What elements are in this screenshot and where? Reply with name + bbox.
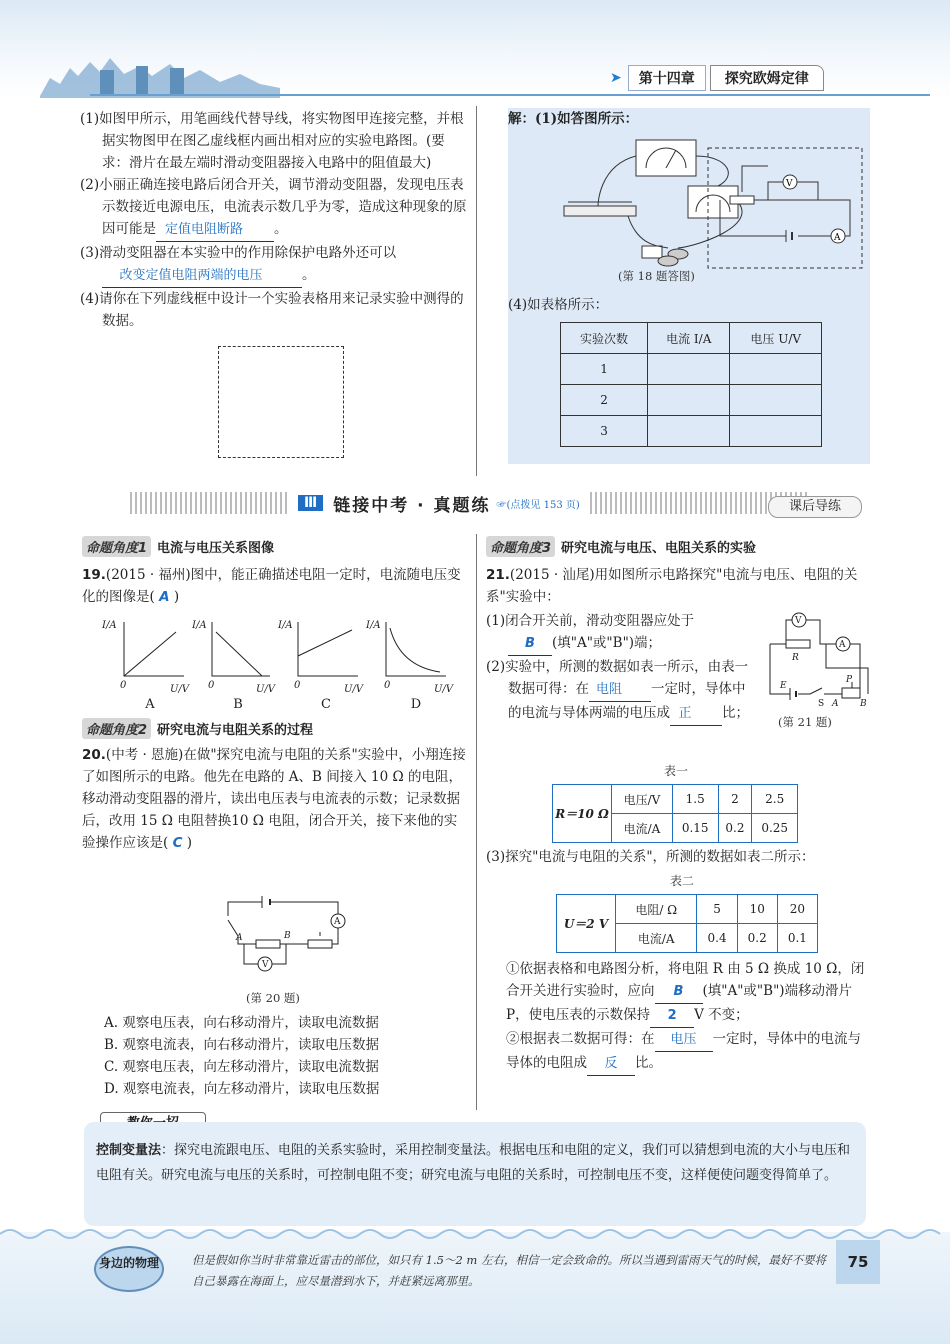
q21-label-r: R xyxy=(792,653,799,663)
answer18-caption: (第 18 题答图) xyxy=(618,269,695,283)
q21-p1-text: (1)闭合开关前，滑动变阻器应处于 xyxy=(486,613,695,629)
q20-answer: C xyxy=(172,835,183,851)
table-cell: 0.4 xyxy=(697,924,737,953)
q19-number: 19. xyxy=(82,567,106,583)
q18-answer2: 定值电阻断路 xyxy=(156,219,274,242)
q21-stem: (2015 · 汕尾)用如图所示电路探究"电流与电压、电阻的关系"实验中： xyxy=(486,567,858,605)
q18-item2: (2)小丽正确连接电路后闭合开关，调节滑动变阻器，发现电压表示数接近电源电压，电流表示数几乎为零，造成这种现象的原因可能是 定值电阻断路 。 xyxy=(80,174,468,242)
header-cell: 电流 I/A xyxy=(648,323,730,354)
table1-row-label: R＝10 Ω xyxy=(553,785,612,843)
table-cell: 1.5 xyxy=(672,785,718,814)
column-divider-top xyxy=(476,106,477,476)
q21-s1-answer2: 2 xyxy=(650,1005,694,1028)
q18-item3: (3)滑动变阻器在本实验中的作用除保护电路外还可以改变定值电阻两端的电压 。 xyxy=(80,242,468,288)
q20-options xyxy=(104,1012,464,1100)
graph-d-xlabel: U/V xyxy=(434,684,454,695)
q19-answer: A xyxy=(159,589,170,605)
tip-text: ：探究电流跟电压、电阻的关系实验时，采用控制变量法。根据电压和电阻的定义，我们可以猜想到电流的大小与电压和电阻有关。研究电流与电压的关系时，可控制电阻不变；研究电流与电阻的关系时，可控制电压不变，这样便使问题变得简单了。 xyxy=(96,1143,851,1183)
column-divider-bottom xyxy=(476,534,477,1110)
table-cell: 0.2 xyxy=(718,814,752,843)
graph-label-d: D xyxy=(410,697,422,712)
footer-text: 但是假如你当时非常靠近雷击的部位，如只有 1.5～2 m 左右，相信一定会致命的。所以当遇到雷雨天气的时候，最好不要将自己暴露在海面上，应尽量潜到水下，并赶紧远离那里。 xyxy=(192,1253,826,1288)
tip-text-block xyxy=(96,1138,856,1188)
q21-s1-answer1: B xyxy=(655,981,703,1004)
graph-label-c: C xyxy=(321,697,331,712)
section-hint: ☞(点拨见 153 页) xyxy=(496,499,580,511)
q21-text xyxy=(486,564,870,608)
q21-table2 xyxy=(556,894,818,953)
q21-label-p: P xyxy=(846,675,853,685)
graph-label-b: B xyxy=(233,697,243,712)
graph-c-xlabel: U/V xyxy=(344,684,364,695)
q18-item1: (1)如图甲所示，用笔画线代替导线，将实物图甲连接完整，并根据实物图甲在图乙虚线框内画出相对应的实验电路图。(要求：滑片在最左端时滑动变阻器接入电路中的阻值最大) xyxy=(80,111,464,171)
q19-graphs xyxy=(100,616,470,712)
q20-stem: (中考 · 恩施)在做"探究电流与电阻的关系"实验中，小翔连接了如图所示的电路。他先在电路的 A、B 间接入 10 Ω 的电阻，移动滑动变阻器的滑片，读出电压表与电流表的示数；记录数据后，改用 15 Ω 电阻替换10 Ω 电阻，闭合开关，接下来他的实验操作应该是( xyxy=(82,747,466,851)
q19-close: ) xyxy=(173,589,180,605)
q21-ammeter-label: A xyxy=(839,640,846,650)
chapter-number: 第十四章 xyxy=(628,65,706,91)
q20-point-b: B xyxy=(284,931,291,941)
ammeter-symbol-label: A xyxy=(834,233,841,243)
q21-p1-post: (填"A"或"B")端； xyxy=(552,635,662,651)
table-cell: 1 xyxy=(561,354,648,385)
q21-s2-text: ②根据表二数据可得：在 xyxy=(506,1031,655,1047)
q21-p2-answer2: 正 xyxy=(670,703,722,726)
q21-p1-answer: B xyxy=(508,633,552,656)
q21-p2-answer1: 电阻 xyxy=(589,679,651,702)
graph-a-xlabel: U/V xyxy=(170,684,190,695)
graph-a-origin: 0 xyxy=(120,680,127,691)
graph-c-origin: 0 xyxy=(294,680,301,691)
q21-parts-12 xyxy=(486,610,756,726)
header-cell: 实验次数 xyxy=(561,323,648,354)
q21-label-b: B xyxy=(860,699,867,708)
table-cell: 电流/A xyxy=(616,924,697,953)
section-number: Ⅲ xyxy=(298,495,323,511)
q18-item3-text: (3)滑动变阻器在本实验中的作用除保护电路外还可以 xyxy=(80,245,397,261)
q18-answer3: 改变定值电阻两端的电压 xyxy=(102,265,302,288)
q18-item4: (4)请你在下列虚线框中设计一个实验表格用来记录实验中测得的数据。 xyxy=(80,291,464,329)
page-number: 75 xyxy=(836,1240,880,1284)
graph-b-xlabel: U/V xyxy=(256,684,276,695)
q21-number: 21. xyxy=(486,567,510,583)
q18-text xyxy=(80,108,468,332)
graph-a-ylabel: I/A xyxy=(102,620,117,631)
table-row xyxy=(557,895,818,924)
q21-s2-mid: 一定时，导体中的电流与导体的电阻成 xyxy=(506,1031,861,1071)
header-rule xyxy=(90,94,930,96)
angle1-heading xyxy=(82,536,274,557)
q21-table1 xyxy=(552,784,798,843)
q21-voltmeter-label: V xyxy=(795,616,802,626)
graph-c-ylabel: I/A xyxy=(278,620,293,631)
table-row xyxy=(561,323,822,354)
q20-circuit xyxy=(214,892,354,978)
q20-option-d: D. 观察电流表，向左移动滑片，读取电压数据 xyxy=(104,1081,380,1097)
castle-illustration xyxy=(40,48,280,98)
graph-b-ylabel: I/A xyxy=(192,620,207,631)
q20-voltmeter-label: V xyxy=(262,960,269,970)
footer-wave xyxy=(0,1226,950,1240)
q20-text xyxy=(82,744,466,854)
q19-text xyxy=(82,564,466,608)
q20-ammeter-label: A xyxy=(334,917,341,927)
q20-option-a: A. 观察电压表，向右移动滑片，读取电流数据 xyxy=(104,1015,379,1031)
tip-box xyxy=(84,1122,866,1226)
voltmeter-symbol-label: V xyxy=(786,179,793,189)
answer18-circuit-figure xyxy=(558,136,868,276)
graph-label-a: A xyxy=(145,697,155,712)
table-cell: 10 xyxy=(737,895,777,924)
table-cell: 0.25 xyxy=(752,814,798,843)
answer18-table xyxy=(560,322,822,447)
table-cell: 0.15 xyxy=(672,814,718,843)
q21-s2-post: 比。 xyxy=(635,1055,662,1071)
q20-caption: (第 20 题) xyxy=(246,991,300,1005)
table-cell: 0.1 xyxy=(777,924,817,953)
q21-label-a: A xyxy=(832,699,839,708)
chapter-heading xyxy=(610,66,824,90)
table-row xyxy=(561,416,822,447)
table2-row-label: U＝2 V xyxy=(557,895,616,953)
angle3-heading xyxy=(486,536,756,557)
angle3-title: 研究电流与电压、电阻关系的实验 xyxy=(561,541,757,556)
q18-item2-text: (2)小丽正确连接电路后闭合开关，调节滑动变阻器，发现电压表示数接近电源电压，电流表示数几乎为零，造成这种现象的原因可能是 xyxy=(80,177,467,237)
q21-s2-answer2: 反 xyxy=(587,1053,635,1076)
q21-s1-mid: (填"A"或"B")端移动滑片 P，使电压表的示数保持 xyxy=(506,983,853,1023)
header-cell: 电压 U/V xyxy=(730,323,822,354)
q21-p2-post: 比； xyxy=(722,705,749,721)
answer18-head: 解：(1)如答图所示： xyxy=(508,111,639,127)
table-cell: 0.2 xyxy=(737,924,777,953)
table-cell: 3 xyxy=(561,416,648,447)
table-cell: 20 xyxy=(777,895,817,924)
graph-b-origin: 0 xyxy=(208,680,215,691)
footer-badge: 身边的物理 xyxy=(94,1246,164,1292)
table2-title: 表二 xyxy=(670,874,695,888)
angle1-title: 电流与电压关系图像 xyxy=(157,541,275,556)
q21-s2-answer1: 电压 xyxy=(655,1029,713,1052)
table-row xyxy=(561,354,822,385)
q21-p2-text: (2)实验中，所测的数据如表一所示，由表一数据可得：在 xyxy=(486,659,749,697)
section-title: 链接中考 · 真题练 xyxy=(333,495,491,516)
q20-option-c: C. 观察电压表，向左移动滑片，读取电流数据 xyxy=(104,1059,379,1075)
q21-p3-sub xyxy=(506,958,870,1076)
q21-label-e: E xyxy=(780,681,787,691)
chapter-title: 探究欧姆定律 xyxy=(710,65,824,91)
table-cell: 2 xyxy=(718,785,752,814)
q20-close: ) xyxy=(186,835,193,851)
table-cell: 电流/A xyxy=(612,814,673,843)
q20-number: 20. xyxy=(82,747,106,763)
q19-stem: (2015 · 福州)图中，能正确描述电阻一定时，电流随电压变化的图像是( xyxy=(82,567,461,605)
q20-option-b: B. 观察电流表，向右移动滑片，读取电压数据 xyxy=(104,1037,380,1053)
angle2-heading xyxy=(82,718,313,739)
q21-caption: (第 21 题) xyxy=(778,715,832,729)
table1-title: 表一 xyxy=(664,764,689,778)
table-cell: 电压/V xyxy=(612,785,673,814)
table-row xyxy=(553,785,798,814)
answer18-table-intro: (4)如表格所示： xyxy=(508,297,609,313)
answer18-box xyxy=(508,108,870,464)
table-cell: 2.5 xyxy=(752,785,798,814)
section-heading xyxy=(288,488,590,518)
q21-p3: (3)探究"电流与电阻的关系"，所测的数据如表二所示： xyxy=(486,849,815,865)
arrow-icon: ➤ xyxy=(610,70,622,86)
q20-point-a: A xyxy=(236,933,243,943)
graph-d-ylabel: I/A xyxy=(366,620,381,631)
table-cell: 电阻/ Ω xyxy=(616,895,697,924)
q21-s1-text: ①依据表格和电路图分析，将电阻 R 由 5 Ω 换成 10 Ω，闭合开关进行实验时，应向 xyxy=(506,961,865,999)
graph-d-origin: 0 xyxy=(384,680,391,691)
q18-dashed-box xyxy=(218,346,344,458)
q21-circuit xyxy=(760,608,870,708)
angle2-tag: 命题角度2 xyxy=(82,718,151,739)
table-row xyxy=(561,385,822,416)
tip-bold: 控制变量法 xyxy=(96,1143,162,1158)
section-tag: 课后导练 xyxy=(768,496,862,518)
angle3-tag: 命题角度3 xyxy=(486,536,555,557)
q21-p2-mid: 一定时，导体中的电流与导体两端的电压成 xyxy=(508,681,746,721)
angle1-tag: 命题角度1 xyxy=(82,536,151,557)
q21-s1-post: V 不变； xyxy=(694,1007,749,1023)
angle2-title: 研究电流与电阻关系的过程 xyxy=(157,723,314,738)
table-cell: 2 xyxy=(561,385,648,416)
table-cell: 5 xyxy=(697,895,737,924)
q21-label-s: S xyxy=(818,699,825,708)
